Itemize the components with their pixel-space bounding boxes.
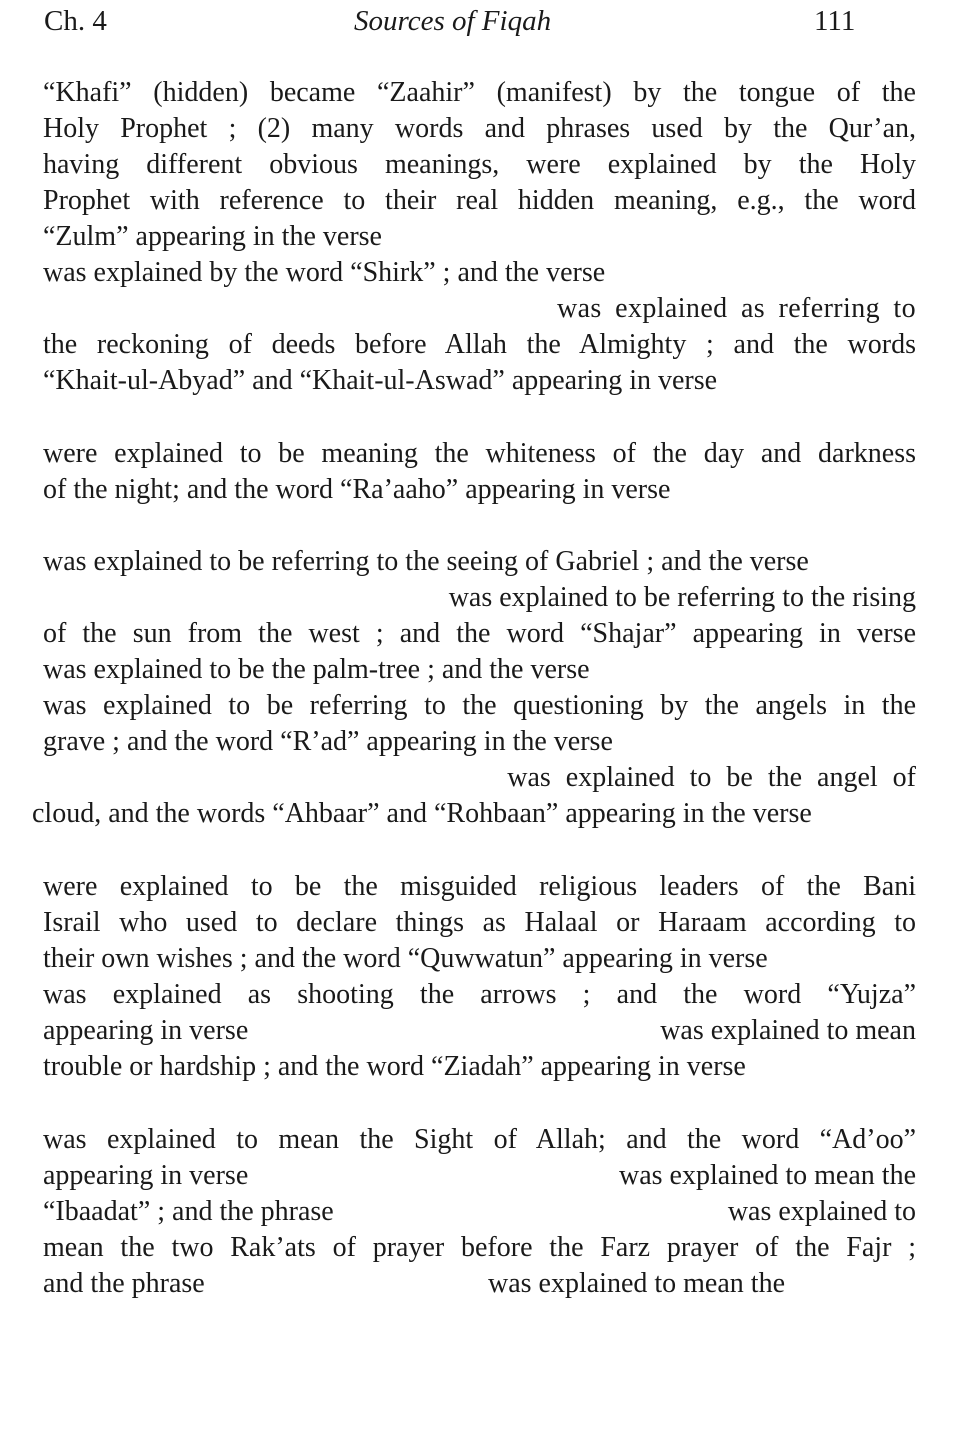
- text-line: was explained to be referring to the questioning by the angels in the: [43, 690, 916, 721]
- running-title: Sources of Fiqah: [354, 5, 552, 37]
- text-fragment: was explained to mean the: [618, 1160, 916, 1191]
- text-fragment: and the phrase: [43, 1268, 205, 1299]
- text-line: “Khafi” (hidden) became “Zaahir” (manifest) by the tongue of the: [43, 77, 916, 108]
- text-line: grave ; and the word “R’ad” appearing in the verse: [43, 726, 613, 757]
- text-line: Holy Prophet ; (2) many words and phrases used by the Qur’an,: [43, 113, 916, 144]
- text-line: of the night; and the word “Ra’aaho” appearing in verse: [43, 474, 671, 505]
- text-fragment: “Ibaadat” ; and the phrase: [43, 1196, 334, 1227]
- text-line: the reckoning of deeds before Allah the Almighty ; and the words: [43, 329, 916, 360]
- text-line: [43, 1013, 916, 1049]
- text-fragment: appearing in verse: [43, 1160, 249, 1191]
- text-line: were explained to be meaning the whiteness of the day and darkness: [43, 438, 916, 469]
- text-line: their own wishes ; and the word “Quwwatun” appearing in verse: [43, 943, 768, 974]
- text-line: cloud, and the words “Ahbaar” and “Rohbaan” appearing in the verse: [32, 798, 812, 829]
- text-line: was explained as shooting the arrows ; and the word “Yujza”: [43, 979, 916, 1010]
- text-line: were explained to be the misguided religious leaders of the Bani: [43, 871, 916, 902]
- text-line: having different obvious meanings, were explained by the Holy: [43, 149, 916, 180]
- text-line: was explained to be the angel of: [507, 762, 916, 793]
- text-line: [43, 1194, 916, 1230]
- text-fragment: appearing in verse: [43, 1015, 249, 1046]
- text-fragment: was explained to mean: [660, 1015, 916, 1046]
- text-line: was explained to be referring to the rising: [448, 582, 916, 613]
- page-header: [0, 0, 960, 40]
- text-line: of the sun from the west ; and the word “Shajar” appearing in verse: [43, 618, 916, 649]
- text-line: was explained to be the palm-tree ; and the verse: [43, 654, 590, 685]
- text-line: “Zulm” appearing in the verse: [43, 221, 382, 252]
- text-fragment: was explained to: [727, 1196, 916, 1227]
- text-line: mean the two Rak’ats of prayer before the Farz prayer of the Fajr ;: [43, 1232, 916, 1263]
- text-line: “Khait-ul-Abyad” and “Khait-ul-Aswad” appearing in verse: [43, 365, 718, 396]
- text-line: was explained as referring to: [556, 293, 916, 324]
- text-line: trouble or hardship ; and the word “Ziadah” appearing in verse: [43, 1051, 746, 1082]
- text-line: Prophet with reference to their real hidden meaning, e.g., the word: [43, 185, 916, 216]
- text-line: [43, 1266, 785, 1302]
- page-number: 111: [814, 5, 856, 37]
- text-line: was explained by the word “Shirk” ; and the verse: [43, 257, 606, 288]
- chapter-label: Ch. 4: [44, 5, 107, 37]
- text-line: was explained to be referring to the seeing of Gabriel ; and the verse: [43, 546, 809, 577]
- text-line: was explained to mean the Sight of Allah; and the word “Ad’oo”: [43, 1124, 916, 1155]
- text-line: Israil who used to declare things as Halaal or Haraam according to: [43, 907, 916, 938]
- text-fragment: was explained to mean the: [487, 1268, 785, 1299]
- text-line: [43, 1158, 916, 1194]
